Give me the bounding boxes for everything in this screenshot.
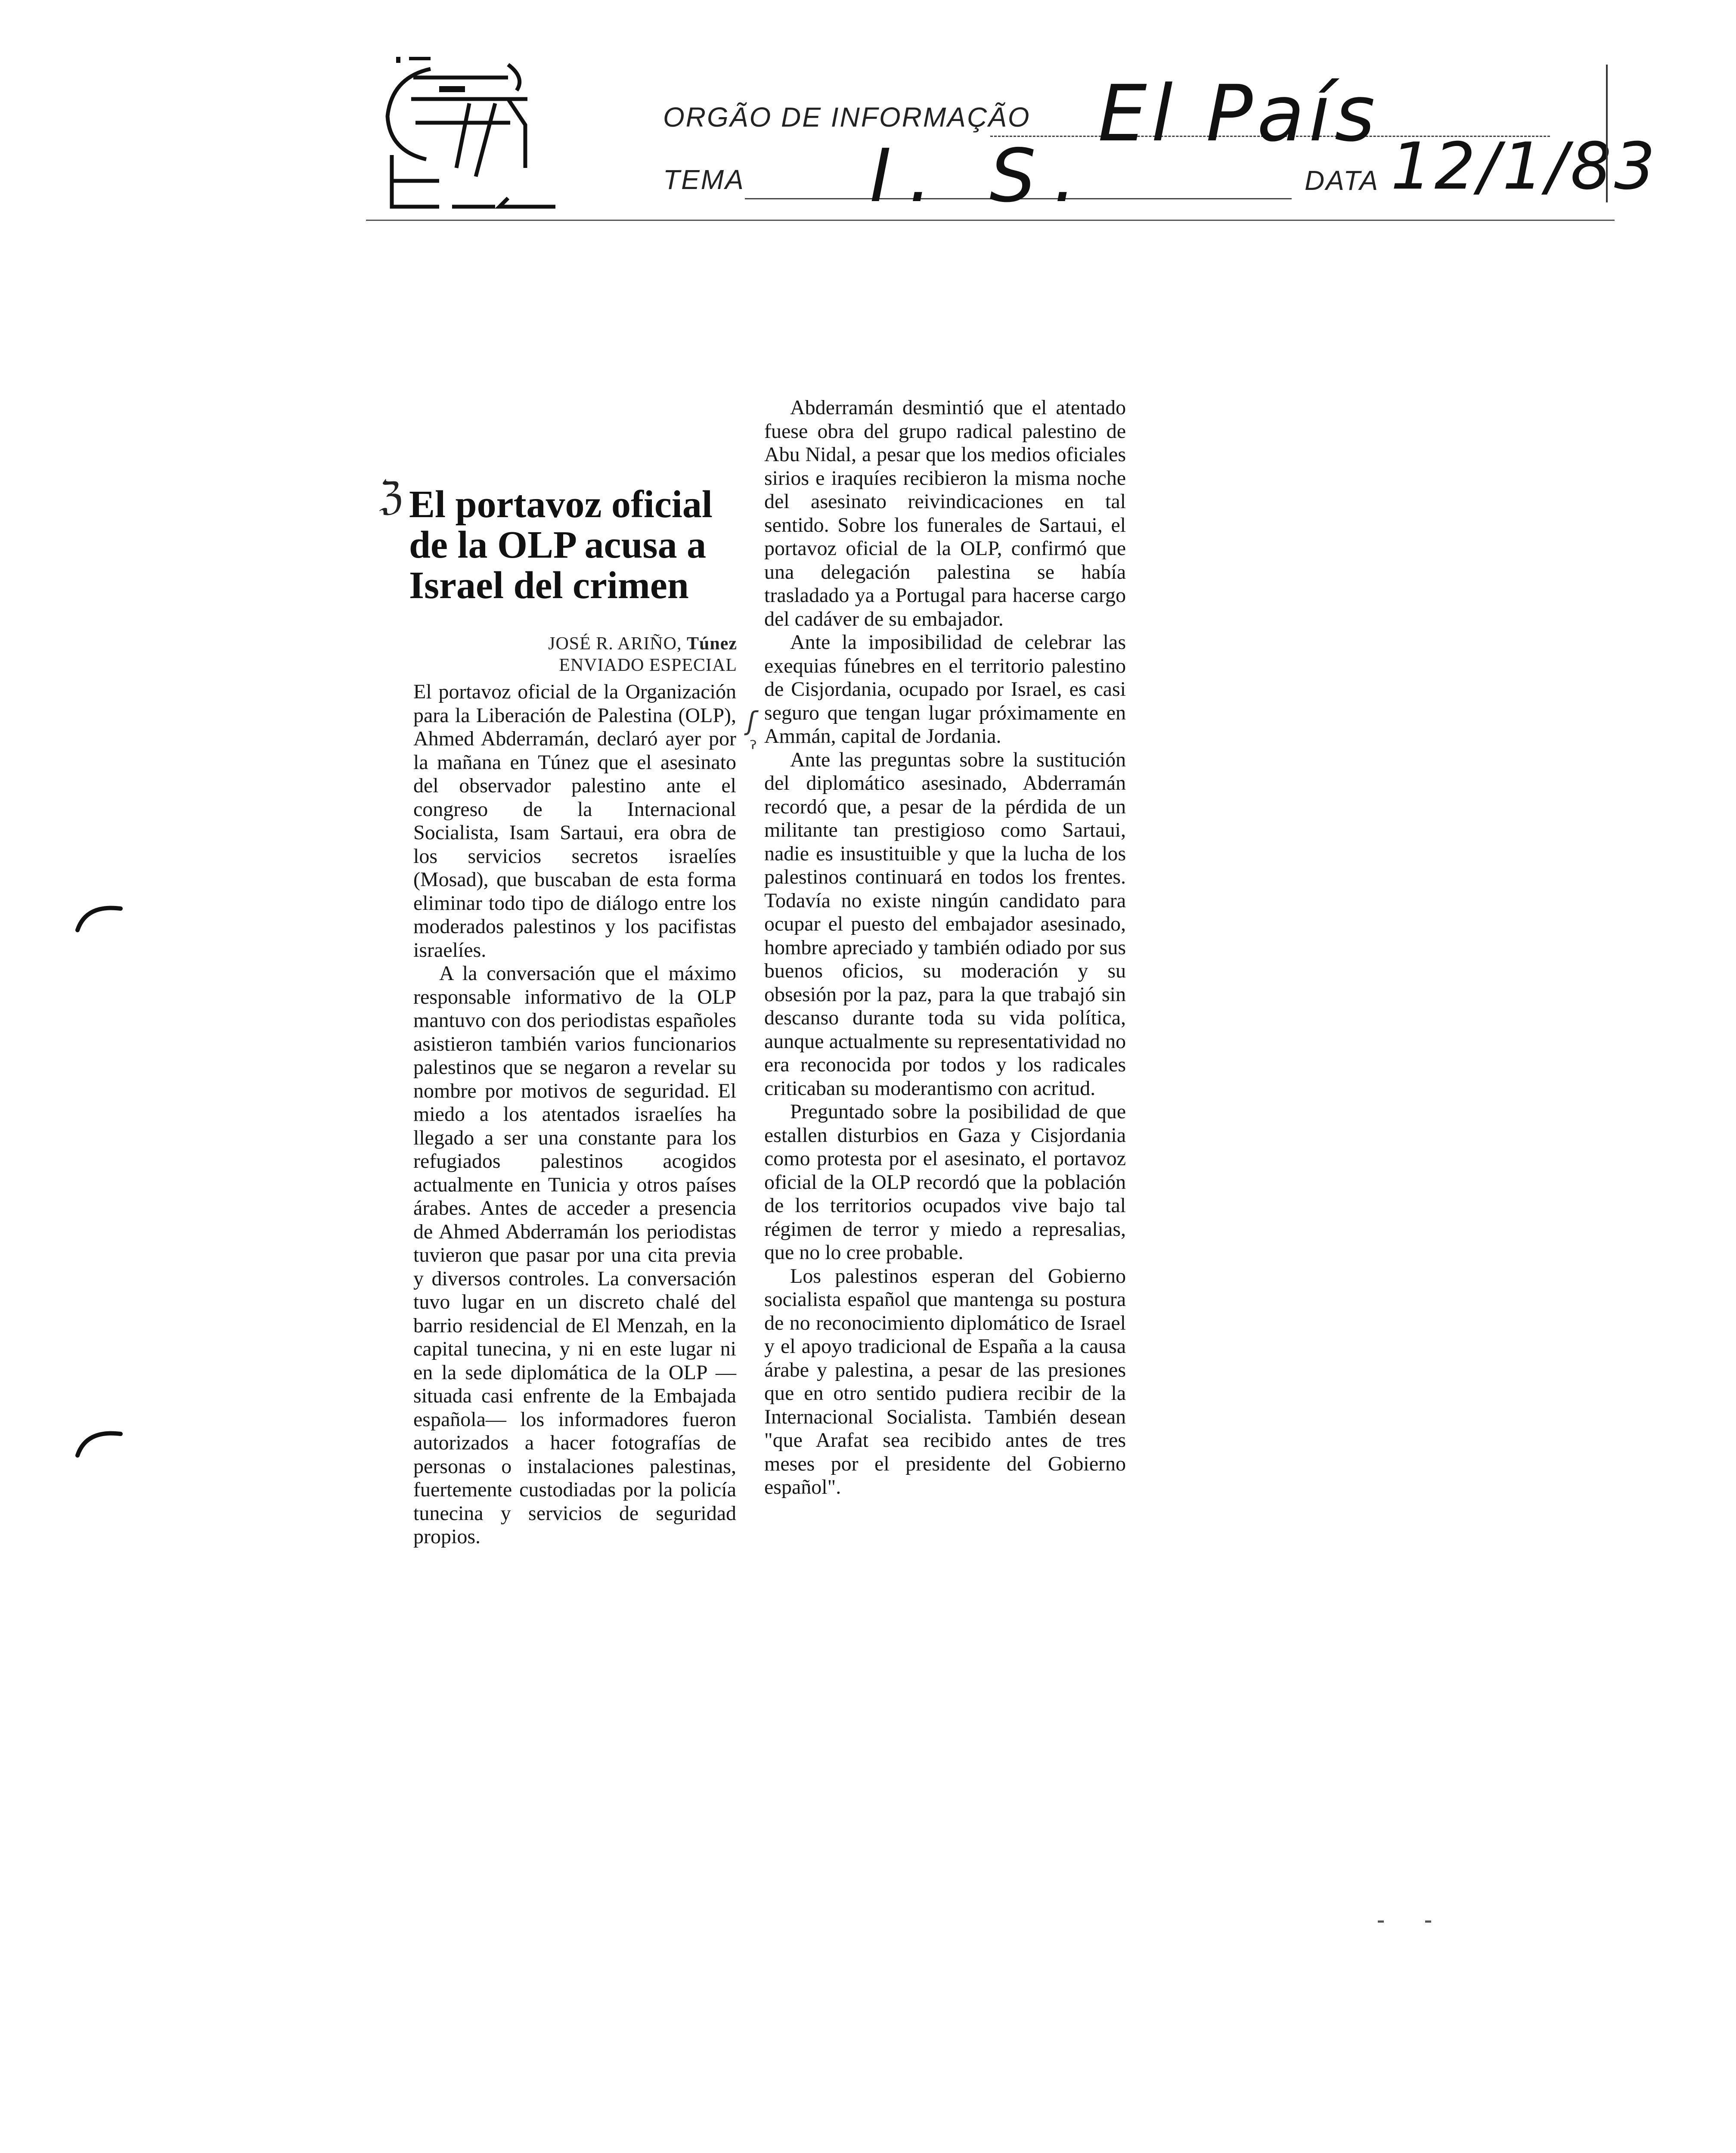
article-paragraph: Preguntado sobre la posibilidad de que estallen disturbios en Gaza y Cisjordania como protesta por el asesinato, el portavoz oficial de la OLP recordó que la población de los territorios ocupados vive bajo tal régimen de terror y miedo a represalias, que no lo cree probable. (764, 1100, 1126, 1264)
byline-role: ENVIADO ESPECIAL (559, 655, 737, 675)
article-paragraph: Abderramán desmintió que el atentado fuese obra del grupo radical palestino de Abu Nidal, a pesar que los medios oficiales sirios e iraquíes recibieron la misma noche del asesinato reivindicaciones en tal sentido. Sobre los funerales de Sartaui, el portavoz oficial de la OLP, confirmó que una delegación palestina se había trasladado ya a Portugal para hacerse cargo del cadáver de su embajador. (764, 396, 1126, 630)
article-paragraph: Ante las preguntas sobre la sustitución del diplomático asesinado, Abderramán recordó que, a pesar de la pérdida de un militante tan prestigioso como Sartaui, nadie es insustituible y que la lucha de los palestinos continuará en todos los frentes. Todavía no existe ningún candidato para ocupar el puesto del embajador asesinado, hombre apreciado y también odiado por sus buenos oficios, su moderación y su obsesión por la paz, para la que trabajó sin descanso durante toda su vida política, aunque actualmente su representatividad no era reconocida por todos y los radicales criticaban su moderantismo con acritud. (764, 748, 1126, 1100)
binder-hole-mark (73, 900, 125, 939)
article-column-right (764, 396, 1126, 1499)
headline-line: Israel del crimen (409, 564, 689, 607)
article-paragraph: A la conversación que el máximo responsable informativo de la OLP mantuvo con dos periodistas españoles asistieron también varios funcionarios palestinos que se negaron a revelar su nombre por motivos de seguridad. El miedo a los atentados israelíes ha llegado a ser una constante para los refugiados palestinos acogidos actualmente en Tunicia y otros países árabes. Antes de acceder a presencia de Ahmed Abderramán los periodistas tuvieron que pasar por una cita previa y diversos controles. La conversación tuvo lugar en un discreto chalé del barrio residencial de El Menzah, en la capital tunecina, y ni en este lugar ni en la sede diplomática de la OLP —situada casi enfrente de la Embajada española— los informadores fueron autorizados a hacer fotografías de personas o instalaciones palestinas, fuertemente custodiadas por la policía tunecina y servicios de seguridad propios. (413, 962, 736, 1548)
topic-label: TEMA (663, 164, 745, 195)
article-paragraph: Los palestinos esperan del Gobierno socialista español que mantenga su postura de no reconocimiento diplomático de Israel y el apoyo tradicional de España a la causa árabe y palestina, a pesar de las presiones que en otro sentido pudiera recibir de la Internacional Socialista. También desean "que Arafat sea recibido antes de tres meses por el presidente del Gobierno español". (764, 1264, 1126, 1498)
byline (413, 633, 737, 676)
topic-handwritten-value: I. S. (870, 133, 1094, 219)
byline-author-line (413, 633, 737, 655)
clipping-header (366, 52, 1658, 233)
header-bottom-rule (366, 220, 1615, 221)
date-label: DATA (1305, 165, 1380, 196)
archive-logo (366, 52, 633, 211)
article-column-left (413, 680, 736, 1549)
margin-mark: ˀ (749, 736, 757, 761)
article-paragraph: El portavoz oficial de la Organización para la Liberación de Palestina (OLP), Ahmed Abderramán, declaró ayer por la mañana en Túnez que el asesinato del observador palestino ante el congreso de la Internacional Socialista, Isam Sartaui, era obra de los servicios secretos israelíes (Mosad), que buscaban de esta forma eliminar todo tipo de diálogo entre los moderados palestinos y los pacifistas israelíes. (413, 680, 736, 962)
byline-author: JOSÉ R. ARIÑO, (548, 634, 682, 654)
margin-mark: ʃ (747, 706, 756, 736)
headline-line: El portavoz oficial (409, 483, 713, 526)
headline-line: de la OLP acusa a (409, 524, 707, 566)
article-paragraph: Ante la imposibilidad de celebrar las exequias fúnebres en el territorio palestino de Cisjordania, ocupado por Israel, es casi seguro que tengan lugar próximamente en Ammán, capital de Jordania. (764, 631, 1126, 748)
organ-label: ORGÃO DE INFORMAÇÃO (663, 102, 1031, 133)
scan-speck (1425, 1920, 1431, 1923)
byline-place: Túnez (686, 634, 737, 654)
header-right-bracket (1606, 65, 1608, 202)
article-headline (409, 484, 762, 606)
date-handwritten-value: 12/1/83 (1391, 129, 1658, 204)
organ-handwritten-value: El País (1098, 69, 1380, 159)
binder-hole-mark (73, 1425, 125, 1464)
headline-margin-mark: ℨ (379, 474, 403, 519)
scan-speck (1378, 1920, 1384, 1923)
